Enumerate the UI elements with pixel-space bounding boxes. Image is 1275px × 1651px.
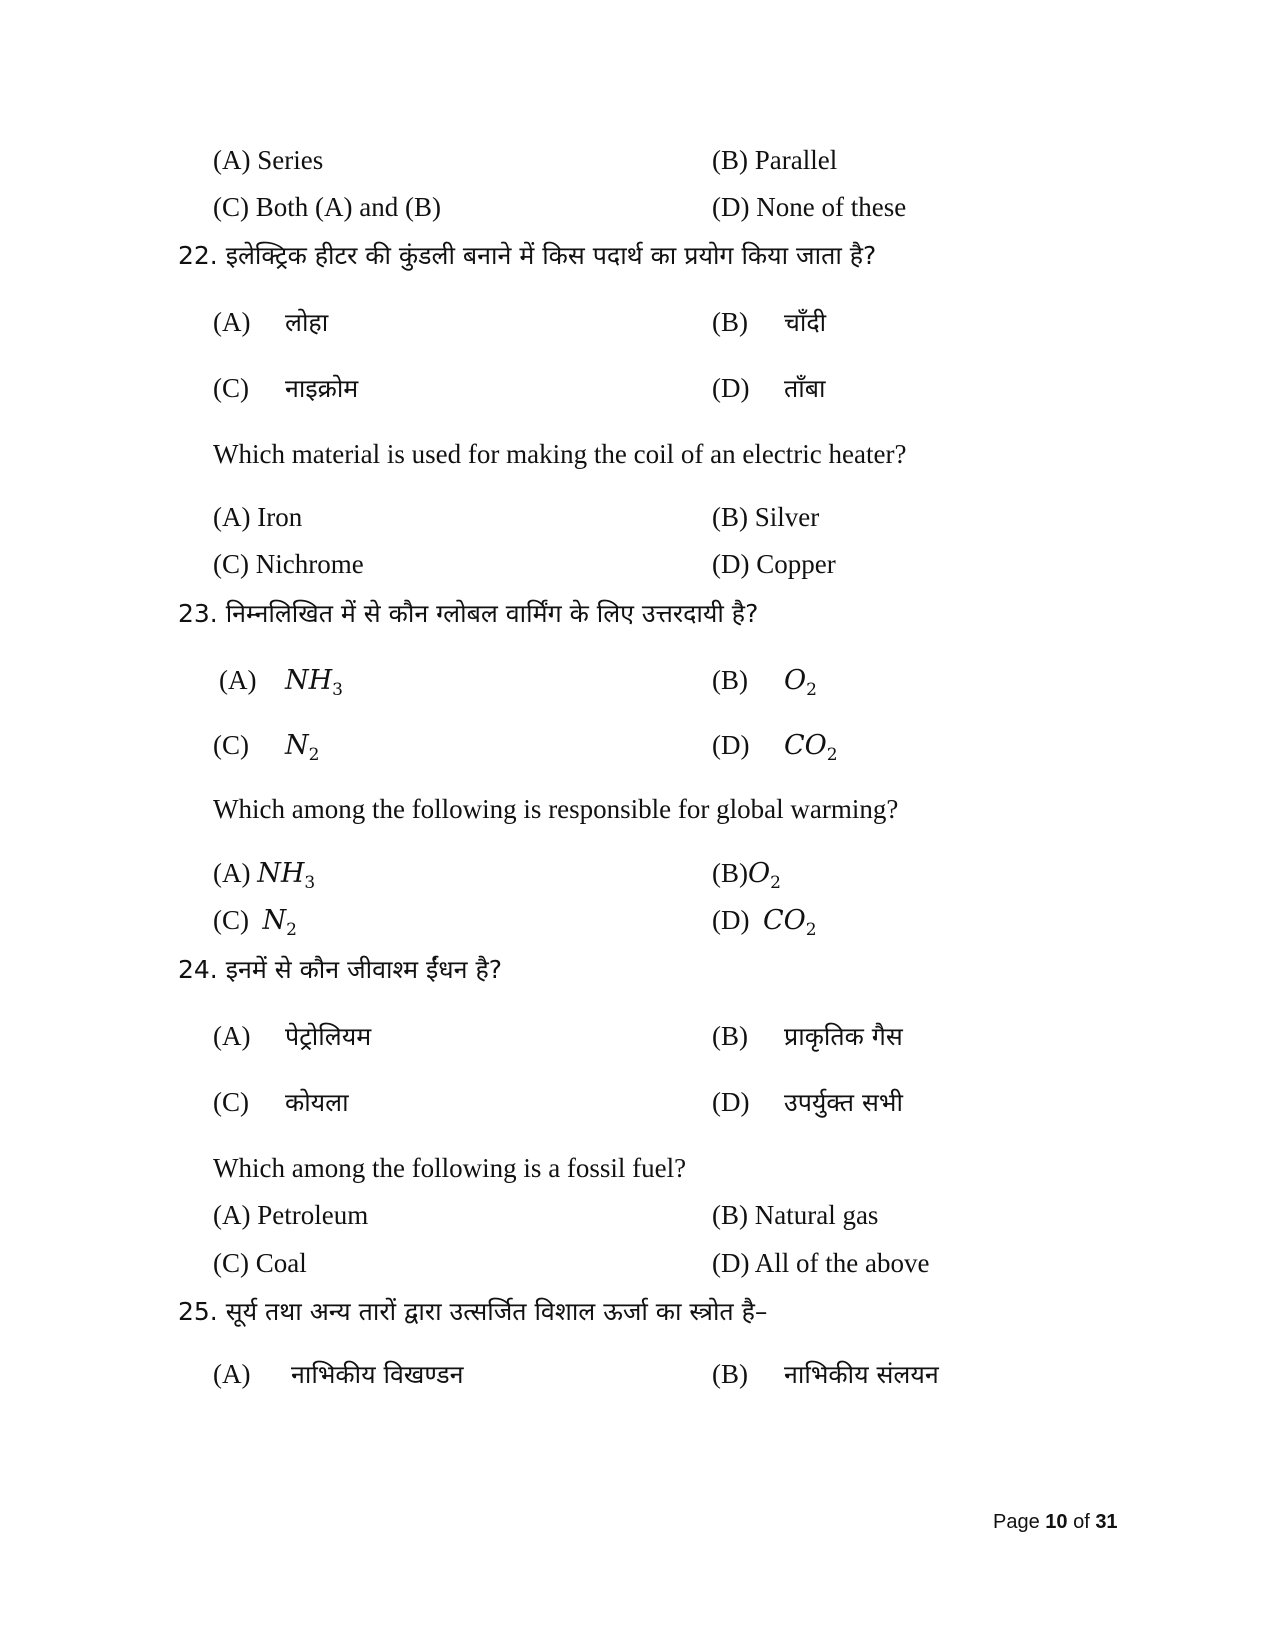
q23-english-question: Which among the following is responsible for global warming?	[213, 794, 899, 824]
q23-hindi-option-c: (C) $N_2$	[213, 730, 320, 765]
q24-hindi-option-a: (A) पेट्रोलियम	[213, 1021, 372, 1051]
q23-english-option-b: $(B)O_2$	[712, 858, 781, 893]
q22-hindi-option-b: (B) चाँदी	[712, 307, 827, 337]
q24-english-option-c: (C) Coal	[213, 1248, 307, 1278]
q22-english-option-a: (A) Iron	[213, 502, 303, 532]
q22-english-option-b: (B) Silver	[712, 502, 820, 532]
q21-option-a: (A) Series	[213, 145, 324, 175]
q22-hindi-option-a: (A) लोहा	[213, 307, 329, 337]
q24-hindi-option-d: (D) उपर्युक्त सभी	[712, 1087, 903, 1117]
q23-hindi-option-a: (A) $NH_3$	[219, 665, 343, 700]
q22-english-question: Which material is used for making the coil of an electric heater?	[213, 439, 907, 469]
q21-option-b: (B) Parallel	[712, 145, 838, 175]
q23-hindi-option-b: (B) $O_2$	[712, 665, 817, 700]
q23-english-option-a: (A) $NH_3$	[213, 858, 316, 893]
q24-english-option-d: (D) All of the above	[712, 1248, 930, 1278]
q23-hindi-option-d: (D) $CO_2$	[712, 730, 838, 765]
n2-formula: $N_2$	[285, 730, 320, 765]
q24-hindi-question: 24. इनमें से कौन जीवाश्म ईंधन है?	[178, 955, 503, 984]
q24-hindi-option-c: (C) कोयला	[213, 1087, 349, 1117]
q25-hindi-question: 25. सूर्य तथा अन्य तारों द्वारा उत्सर्जित विशाल ऊर्जा का स्त्रोत है–	[178, 1297, 768, 1326]
q23-english-option-d: (D) $CO_2$	[712, 905, 817, 940]
q25-hindi-option-a: (A) नाभिकीय विखण्डन	[213, 1359, 464, 1389]
page-number: Page 10 of 31	[993, 1511, 1118, 1533]
q23-hindi-question: 23. निम्नलिखित में से कौन ग्लोबल वार्मिंग के लिए उत्तरदायी है?	[178, 599, 759, 628]
q22-english-option-d: (D) Copper	[712, 549, 836, 579]
o2-formula: $O_2$	[784, 665, 817, 700]
q21-option-c: (C) Both (A) and (B)	[213, 192, 441, 222]
co2-formula: $CO_2$	[784, 730, 838, 765]
q21-option-d: (D) None of these	[712, 192, 907, 222]
q23-english-option-c: (C) $N_2$	[213, 905, 297, 940]
nh3-formula: $NH_3$	[285, 665, 343, 700]
q24-english-option-b: (B) Natural gas	[712, 1200, 879, 1230]
q22-hindi-option-c: (C) नाइक्रोम	[213, 373, 359, 403]
q24-english-option-a: (A) Petroleum	[213, 1200, 369, 1230]
q22-english-option-c: (C) Nichrome	[213, 549, 364, 579]
q22-hindi-question: 22. इलेक्ट्रिक हीटर की कुंडली बनाने में किस पदार्थ का प्रयोग किया जाता है?	[178, 241, 877, 270]
q25-hindi-option-b: (B) नाभिकीय संलयन	[712, 1359, 939, 1389]
q24-hindi-option-b: (B) प्राकृतिक गैस	[712, 1021, 903, 1051]
q22-hindi-option-d: (D) ताँबा	[712, 373, 826, 403]
q24-english-question: Which among the following is a fossil fuel?	[213, 1153, 687, 1183]
